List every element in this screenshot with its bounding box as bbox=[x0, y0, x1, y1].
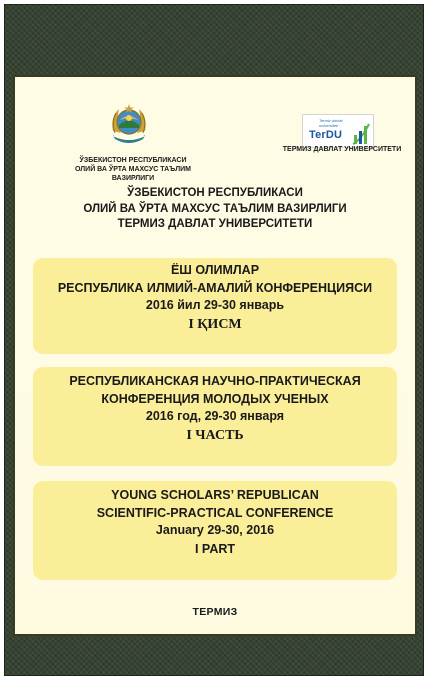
left-caption-line2: ОЛИЙ ВА ЎРТА МАХСУС ТАЪЛИМ ВАЗИРЛИГИ bbox=[74, 166, 192, 182]
ministry-line3: ТЕРМИЗ ДАВЛАТ УНИВЕРСИТЕТИ bbox=[117, 218, 313, 230]
publication-city: ТЕРМИЗ bbox=[192, 606, 238, 618]
cover-panel bbox=[13, 75, 417, 636]
book-cover bbox=[4, 4, 424, 676]
ministry-line2: ОЛИЙ ВА ЎРТА МАХСУС ТАЪЛИМ ВАЗИРЛИГИ bbox=[83, 202, 347, 215]
russian-line2: КОНФЕРЕНЦИЯ МОЛОДЫХ УЧЕНЫХ bbox=[101, 391, 329, 406]
english-part: I PART bbox=[194, 541, 236, 556]
russian-title-block bbox=[33, 367, 397, 466]
english-line2: SCIENTIFIC-PRACTICAL CONFERENCE bbox=[96, 505, 334, 520]
russian-part: I ЧАСТЬ bbox=[186, 427, 244, 443]
left-caption-line1: ЎЗБЕКИСТОН РЕСПУБЛИКАСИ bbox=[79, 157, 187, 164]
english-line1: YOUNG SCHOLARS’ REPUBLICAN bbox=[111, 488, 319, 502]
logo-bars-graphic bbox=[351, 120, 371, 146]
uzbek-part: I ҚИСМ bbox=[188, 316, 242, 332]
terdu-logo-icon bbox=[302, 114, 374, 148]
uzbek-line2: РЕСПУБЛИКА ИЛМИЙ-АМАЛИЙ КОНФЕРЕНЦИЯСИ bbox=[57, 280, 373, 295]
ministry-line1: ЎЗБЕКИСТОН РЕСПУБЛИКАСИ bbox=[127, 187, 303, 199]
english-title-block bbox=[33, 481, 397, 580]
university-caption-right: ТЕРМИЗ ДАВЛАТ УНИВЕРСИТЕТИ bbox=[282, 146, 402, 153]
logo-name: TerDU bbox=[309, 129, 343, 141]
logo-small-text: Termiz davlat universiteti bbox=[319, 118, 343, 128]
english-line3: January 29-30, 2016 bbox=[155, 523, 275, 537]
uzbek-title-block bbox=[33, 258, 397, 354]
uzbek-line3: 2016 йил 29-30 январь bbox=[145, 298, 285, 312]
ministry-caption-left bbox=[73, 156, 193, 183]
uzbek-line1: ЁШ ОЛИМЛАР bbox=[170, 263, 260, 277]
uzbekistan-emblem-icon bbox=[107, 101, 151, 147]
ministry-heading bbox=[15, 186, 415, 233]
russian-line1: РЕСПУБЛИКАНСКАЯ НАУЧНО-ПРАКТИЧЕСКАЯ bbox=[69, 374, 361, 388]
russian-line3: 2016 год, 29-30 января bbox=[145, 409, 285, 423]
